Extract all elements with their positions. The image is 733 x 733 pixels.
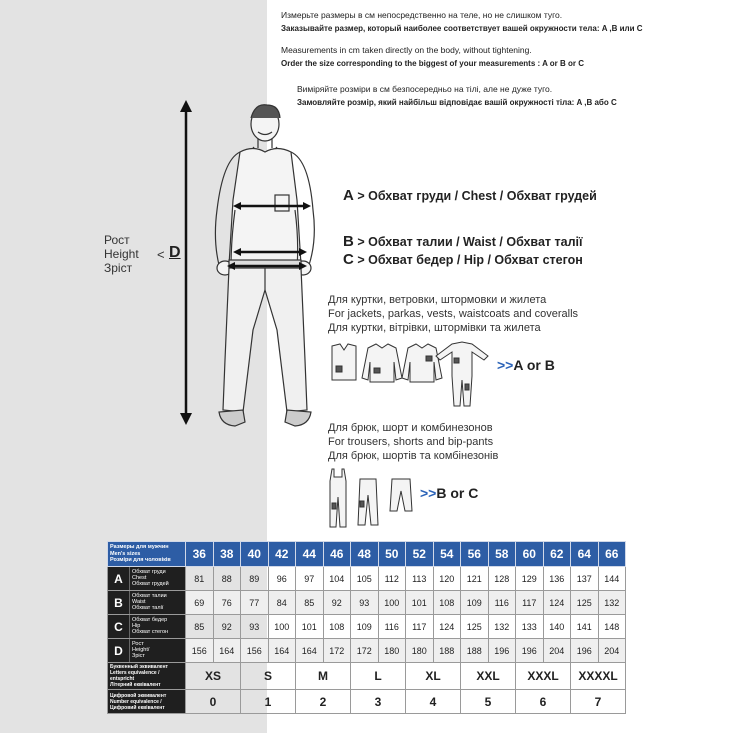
size-letters-row-label-line: Літерний еквівалент [110,682,161,688]
size-value-cell: 116 [488,591,516,615]
size-numbers-row [108,690,626,714]
size-value-cell: 204 [543,639,571,663]
height-label-en: Height [104,247,139,261]
size-value-cell: 124 [433,615,461,639]
size-header-cell: 42 [268,542,296,567]
size-row-desc-line: Chest [132,575,147,582]
size-value-cell: 69 [186,591,214,615]
size-row-letter: B [108,591,130,614]
size-value-cell: 104 [323,567,351,591]
size-header-label-line: Розміри для чоловіків [110,557,171,564]
size-letters-row-value: XXXXL [571,663,626,690]
size-value-cell: 132 [598,591,626,615]
size-value-cell: 164 [296,639,324,663]
size-numbers-row-value: 0 [186,690,241,714]
size-letters-row-value: XXXL [516,663,571,690]
size-value-cell: 92 [213,615,241,639]
trousers-garments-illustration [324,467,420,531]
size-value-cell: 77 [241,591,269,615]
size-value-cell: 88 [213,567,241,591]
measure-letter-a: A [343,187,354,204]
size-value-cell: 204 [598,639,626,663]
size-header-cell: 36 [186,542,214,567]
size-header-cell: 58 [488,542,516,567]
size-value-cell: 188 [461,639,489,663]
size-header-cell: 62 [543,542,571,567]
jackets-text-ua: Для куртки, вітрівки, штормівки та жилета [328,322,541,334]
size-value-cell: 97 [296,567,324,591]
size-value-cell: 196 [571,639,599,663]
size-row-desc-line: Рост [132,641,144,647]
size-value-cell: 109 [351,615,379,639]
size-value-cell: 140 [543,615,571,639]
measure-text-b: > Обхват талии / Waist / Обхват талії [357,235,583,249]
size-value-cell: 109 [461,591,489,615]
size-header-cell: 48 [351,542,379,567]
size-value-cell: 180 [378,639,406,663]
size-value-cell: 137 [571,567,599,591]
size-numbers-row-label-line: Цифровой эквивалент [110,692,167,699]
measure-text-a: > Обхват груди / Chest / Обхват грудей [357,189,597,203]
size-value-cell: 124 [543,591,571,615]
size-value-cell: 129 [516,567,544,591]
instruction-en-1: Measurements in cm taken directly on the body, without tightening. [281,45,532,55]
size-row-desc [130,591,185,614]
parka-icon [362,344,402,382]
size-value-cell: 144 [598,567,626,591]
measure-text-c: > Обхват бедер / Hip / Обхват стегон [357,253,583,267]
size-value-cell: 108 [433,591,461,615]
size-numbers-row-value: 3 [351,690,406,714]
size-letters-row-label [108,663,186,690]
size-value-cell: 116 [378,615,406,639]
size-value-cell: 89 [241,567,269,591]
measure-letter-c: C [343,251,354,268]
size-row-desc-line: Обхват талії [132,605,164,612]
size-row-desc-line: Waist [132,599,146,606]
jackets-size-ref [497,357,555,373]
trousers-size-ref-text: B or C [436,485,479,501]
size-letters-row-value: XL [406,663,461,690]
man-figure-illustration [195,100,335,435]
size-value-cell: 93 [351,591,379,615]
size-row-label [108,567,186,591]
size-value-cell: 164 [213,639,241,663]
height-letter-d: D [169,244,181,261]
size-value-cell: 100 [268,615,296,639]
trousers-size-ref [420,485,478,501]
size-header-label [108,542,186,567]
shorts-icon [390,479,412,511]
size-value-cell: 117 [516,591,544,615]
size-header-cell: 56 [461,542,489,567]
size-value-cell: 128 [488,567,516,591]
size-header-cell: 54 [433,542,461,567]
size-value-cell: 164 [268,639,296,663]
size-numbers-row-value: 5 [461,690,516,714]
size-value-cell: 112 [378,567,406,591]
size-value-cell: 76 [213,591,241,615]
size-header-cell: 40 [241,542,269,567]
size-letters-row-value: S [241,663,296,690]
size-value-cell: 96 [268,567,296,591]
size-value-cell: 121 [461,567,489,591]
size-row-label [108,615,186,639]
size-row-letter: A [108,567,130,590]
size-value-cell: 156 [241,639,269,663]
size-value-cell: 172 [351,639,379,663]
size-header-cell: 38 [213,542,241,567]
size-header-cell: 50 [378,542,406,567]
size-row-desc-line: Обхват бедер [132,617,168,623]
size-value-cell: 113 [406,567,434,591]
jacket-icon [402,344,442,382]
coverall-icon [436,342,488,406]
size-row-desc-line: Hip [132,623,141,630]
size-value-cell: 81 [186,567,214,591]
size-value-cell: 84 [268,591,296,615]
size-numbers-row-value: 2 [296,690,351,714]
size-letters-row-label-line: Буквенный эквивалент [110,664,168,670]
size-value-cell: 148 [598,615,626,639]
instruction-ru-1: Измерьте размеры в см непосредственно на теле, но не слишком туго. [281,10,563,20]
size-table [107,541,626,714]
vest-icon [332,344,356,380]
size-row-b [108,591,626,615]
size-numbers-row-label [108,690,186,714]
size-row-letter: D [108,639,130,662]
jackets-size-ref-text: A or B [513,357,555,373]
size-header-cell: 52 [406,542,434,567]
size-value-cell: 141 [571,615,599,639]
instruction-ua-2: Замовляйте розмір, який найбільш відповідає вашій окружності тіла: A ,B або C [297,98,617,107]
size-value-cell: 172 [323,639,351,663]
size-row-desc-line: Зріст [132,653,145,660]
size-letters-row-value: XS [186,663,241,690]
size-value-cell: 120 [433,567,461,591]
size-numbers-row-value: 1 [241,690,296,714]
size-row-desc-line: Обхват талии [132,593,167,599]
trousers-text-en: For trousers, shorts and bip-pants [328,436,494,448]
size-row-d [108,639,626,663]
size-header-label-line: Men's sizes [110,550,141,557]
size-value-cell: 180 [406,639,434,663]
size-value-cell: 93 [241,615,269,639]
size-value-cell: 101 [406,591,434,615]
size-value-cell: 108 [323,615,351,639]
bib-pants-icon [330,469,346,527]
size-row-letter: C [108,615,130,638]
size-header-label-line: Размеры для мужчин [110,544,169,551]
size-value-cell: 132 [488,615,516,639]
size-row-label [108,639,186,663]
size-row-desc-line: Height/ [132,647,150,654]
trousers-text-ru: Для брюк, шорт и комбинезонов [328,422,493,434]
size-numbers-row-value: 4 [406,690,461,714]
size-value-cell: 92 [323,591,351,615]
measure-label-c [343,251,583,268]
size-value-cell: 101 [296,615,324,639]
size-value-cell: 156 [186,639,214,663]
size-value-cell: 136 [543,567,571,591]
size-value-cell: 85 [186,615,214,639]
height-arrow-icon [180,100,192,425]
size-header-cell: 46 [323,542,351,567]
trousers-text-ua: Для брюк, шортів та комбінезонів [328,450,499,462]
size-header-cell: 64 [571,542,599,567]
height-label [104,233,139,275]
instruction-ru-2: Заказывайте размер, который наиболее соответствует вашей окружности тела: A ,B или C [281,24,643,33]
size-row-desc-line: Обхват груди [132,569,166,575]
instruction-en-2: Order the size corresponding to the biggest of your measurements : A or B or C [281,59,585,68]
jackets-garments-illustration [328,340,493,410]
size-value-cell: 196 [516,639,544,663]
size-letters-row-value: L [351,663,406,690]
size-header-cell: 44 [296,542,324,567]
size-header-cell: 60 [516,542,544,567]
height-less-than: < [157,247,165,262]
size-value-cell: 85 [296,591,324,615]
measure-label-a [343,187,597,204]
size-letters-row [108,663,626,690]
jackets-text-ru: Для куртки, ветровки, штормовки и жилета [328,294,547,306]
size-row-label [108,591,186,615]
size-numbers-row-value: 7 [571,690,626,714]
size-value-cell: 105 [351,567,379,591]
size-value-cell: 125 [461,615,489,639]
size-header-cell: 66 [598,542,626,567]
trousers-arrow-icon: >> [420,485,437,501]
size-row-a [108,567,626,591]
size-numbers-row-value: 6 [516,690,571,714]
size-row-c [108,615,626,639]
size-numbers-row-label-line: Number equivalence / [110,698,162,705]
size-value-cell: 117 [406,615,434,639]
size-header-row [108,542,626,567]
size-letters-row-value: XXL [461,663,516,690]
size-row-desc [130,615,185,638]
size-row-desc [130,567,185,590]
size-letters-row-value: M [296,663,351,690]
jackets-section-text [328,293,578,335]
height-label-ua: Зрiст [104,261,133,275]
size-row-desc-line: Обхват стегон [132,629,169,636]
size-row-desc-line: Обхват грудей [132,581,169,588]
size-letters-row-label-line: Letters equivalence / entspricht [110,670,160,682]
size-value-cell: 133 [516,615,544,639]
instruction-ua-1: Виміряйте розміри в см безпосередньо на тілі, але не дуже туго. [297,84,553,94]
size-value-cell: 100 [378,591,406,615]
size-value-cell: 125 [571,591,599,615]
jackets-arrow-icon: >> [497,357,514,373]
size-row-desc [130,639,185,662]
size-value-cell: 196 [488,639,516,663]
trousers-section-text [328,421,498,463]
height-label-ru: Рост [104,233,130,247]
measure-label-b [343,233,583,250]
jackets-text-en: For jackets, parkas, vests, waistcoats and coveralls [328,308,579,320]
size-value-cell: 188 [433,639,461,663]
measure-letter-b: B [343,233,354,250]
size-numbers-row-label-line: Цифровий еквівалент [110,704,165,711]
